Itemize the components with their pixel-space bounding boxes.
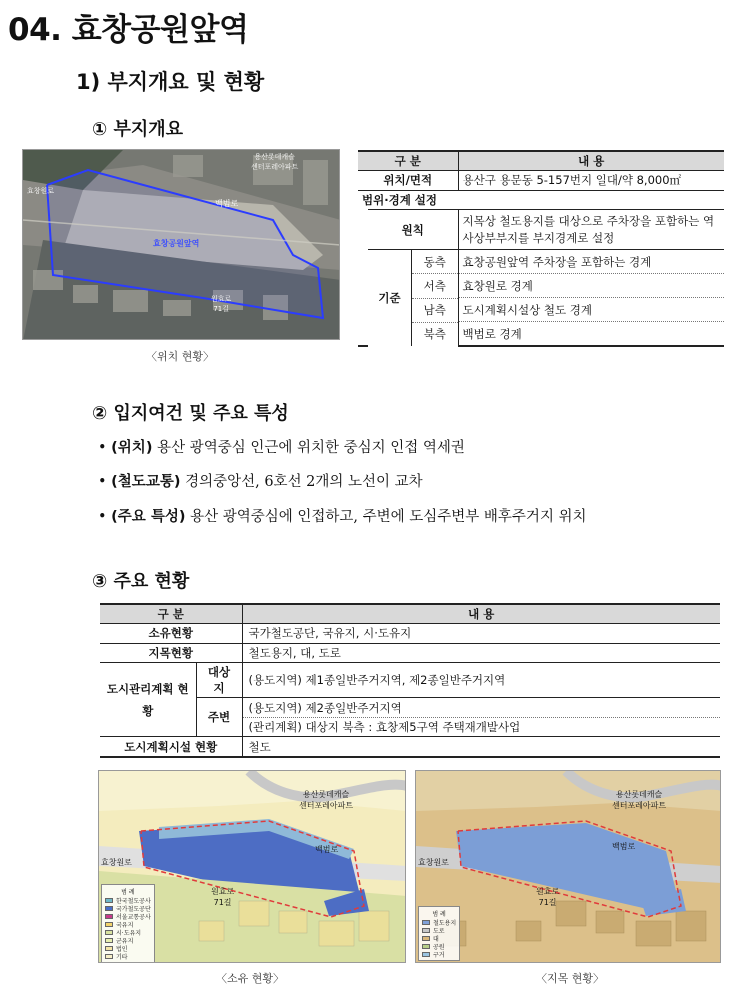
- landcat-map-drawing: [416, 771, 721, 963]
- overview-header-category: 구 분: [358, 151, 458, 171]
- location-value: 용산구 용문동 5-157번지 일대/약 8,000㎡: [458, 171, 724, 191]
- legend-swatch: [105, 930, 113, 935]
- legend-swatch: [422, 952, 430, 957]
- criteria-side-north: 북측: [412, 322, 458, 346]
- criteria-side-east: 동측: [423, 254, 446, 269]
- around-value-1: (용도지역) 제2종일반주거지역: [242, 698, 720, 718]
- ownership-label-apartment: 용산롯데캐슬 센터포레아파트: [299, 790, 354, 810]
- around-value-2: (관리계획) 대상지 북측 : 효창제5구역 주택재개발사업: [242, 717, 720, 737]
- legend-item: [422, 950, 456, 958]
- landcat-legend: [418, 906, 460, 961]
- ownership-map-caption: 〈소유 현황〉: [215, 972, 284, 985]
- legend-label: 국가철도공단: [116, 905, 151, 913]
- legend-item: [105, 952, 151, 960]
- legend-label: 서울교통공사: [116, 913, 151, 921]
- legend-label: 공원: [433, 943, 445, 951]
- landcat-map-caption: 〈지목 현황〉: [535, 972, 604, 985]
- map-label-station: 효창공원앞역: [153, 239, 200, 248]
- legend-swatch: [105, 898, 113, 903]
- criteria-side-west: 서측: [412, 273, 458, 297]
- legend-item: [105, 936, 151, 944]
- bullet-item: • (위치) 용산 광역중심 인근에 위치한 중심지 인접 역세권: [98, 440, 465, 456]
- urban-plan-label: 도시관리계획 현황: [100, 663, 196, 737]
- legend-label: 대: [433, 935, 439, 943]
- facility-label: 도시계획시설 현황: [100, 737, 242, 757]
- legend-item: [422, 926, 456, 934]
- status-header-category: 구 분: [100, 604, 242, 624]
- bullet-text: 경의중앙선, 6호선 2개의 노선이 교차: [180, 474, 423, 490]
- map-label-road-south: 원효로 71길: [211, 295, 232, 313]
- bullet-item: • (철도교통) 경의중앙선, 6호선 2개의 노선이 교차: [98, 474, 423, 490]
- subsection-title-location: ② 입지여건 및 주요 특성: [92, 403, 289, 424]
- map-label-road-west: 효창원로: [27, 187, 55, 195]
- criteria-value-north: 백범로 경계: [458, 322, 724, 346]
- bullet-tag: (철도교통): [111, 474, 181, 490]
- landcat-label-road-south: 원효로 71길: [536, 887, 560, 907]
- legend-swatch: [422, 936, 430, 941]
- criteria-value-south: 도시계획시설상 철도 경계: [458, 298, 724, 322]
- status-header-content: 내 용: [242, 604, 720, 624]
- principle-value: 지목상 철도용지를 대상으로 주차장을 포함하는 역사상부부지를 부지경계로 설정: [458, 210, 724, 250]
- legend-swatch: [105, 906, 113, 911]
- legend-swatch: [422, 920, 430, 925]
- landcat-legend-title: 범 례: [432, 911, 446, 918]
- principle-label: 원칙: [368, 210, 458, 250]
- legend-label: 시·도유지: [116, 929, 142, 937]
- legend-label: 구거: [433, 951, 445, 959]
- bullet-text: 용산 광역중심에 인접하고, 주변에 도심주변부 배후주거지 위치: [185, 509, 587, 525]
- legend-label: 국유지: [116, 921, 134, 929]
- section-title: 1) 부지개요 및 현황: [76, 70, 265, 94]
- scope-label: 범위·경계 설정: [358, 190, 724, 210]
- legend-swatch: [105, 938, 113, 943]
- legend-label: 철도용지: [433, 919, 457, 927]
- landcat-label-road-west: 효창원로: [418, 858, 449, 867]
- status-table: [100, 603, 720, 758]
- subsection-title-overview: ① 부지개요: [92, 119, 184, 140]
- legend-swatch: [105, 946, 113, 951]
- legend-swatch: [422, 928, 430, 933]
- legend-swatch: [422, 944, 430, 949]
- landcat-label-apartment: 용산롯데캐슬 센터포레아파트: [612, 790, 667, 810]
- criteria-value-east: 효창공원앞역 주차장을 포함하는 경계: [458, 250, 724, 274]
- criteria-side-south: 남측: [412, 298, 458, 322]
- ownership-label: 소유현황: [148, 626, 193, 641]
- bullet-tag: (위치): [111, 440, 153, 456]
- bullet-item: • (주요 특성) 용산 광역중심에 인접하고, 주변에 도심주변부 배후주거지 위치: [98, 509, 587, 525]
- ownership-legend-title: 범 례: [121, 889, 135, 896]
- ownership-value: 국가철도공단, 국유지, 시·도유지: [242, 624, 720, 644]
- overview-table: [358, 150, 724, 347]
- location-label: 위치/면적: [383, 173, 433, 188]
- target-value: (용도지역) 제1종일반주거지역, 제2종일반주거지역: [242, 663, 720, 698]
- site-aerial-map: [22, 149, 340, 340]
- ownership-map: [98, 770, 406, 963]
- subsection-title-status: ③ 주요 현황: [92, 571, 190, 592]
- landcat-map: [415, 770, 721, 963]
- ownership-label-road-south: 원효로 71길: [211, 887, 235, 907]
- criteria-label: 기준: [368, 250, 412, 346]
- legend-label: 군유지: [116, 937, 134, 945]
- bullet-tag: (주요 특성): [111, 509, 186, 525]
- map-label-road-north: 백범로: [215, 199, 239, 208]
- site-map-caption: 〈위치 현황〉: [145, 350, 214, 363]
- ownership-legend: [101, 884, 155, 963]
- legend-label: 법인: [116, 945, 128, 953]
- map-label-apartment: 용산롯데캐슬 센터포레아파트: [251, 153, 299, 171]
- target-label: 대상지: [196, 663, 242, 698]
- landcat-label: 지목현황: [100, 643, 242, 663]
- legend-label: 기타: [116, 953, 128, 961]
- legend-swatch: [105, 922, 113, 927]
- legend-swatch: [105, 954, 113, 959]
- facility-value: 철도: [242, 737, 720, 757]
- landcat-value: 철도용지, 대, 도로: [242, 643, 720, 663]
- legend-label: 도로: [433, 927, 445, 935]
- criteria-value-west: 효창원로 경계: [458, 274, 724, 298]
- chapter-title: 04. 효창공원앞역: [8, 12, 249, 48]
- overview-header-content: 내 용: [458, 151, 724, 171]
- legend-swatch: [105, 914, 113, 919]
- bullet-text: 용산 광역중심 인근에 위치한 중심지 인접 역세권: [152, 440, 465, 456]
- ownership-label-road-west: 효창원로: [101, 858, 132, 867]
- ownership-label-road-north: 백범로: [315, 845, 339, 854]
- legend-item: [105, 944, 151, 952]
- around-label: 주변: [196, 698, 242, 737]
- landcat-label-road-north: 백범로: [612, 842, 636, 851]
- legend-label: 한국철도공사: [116, 897, 151, 905]
